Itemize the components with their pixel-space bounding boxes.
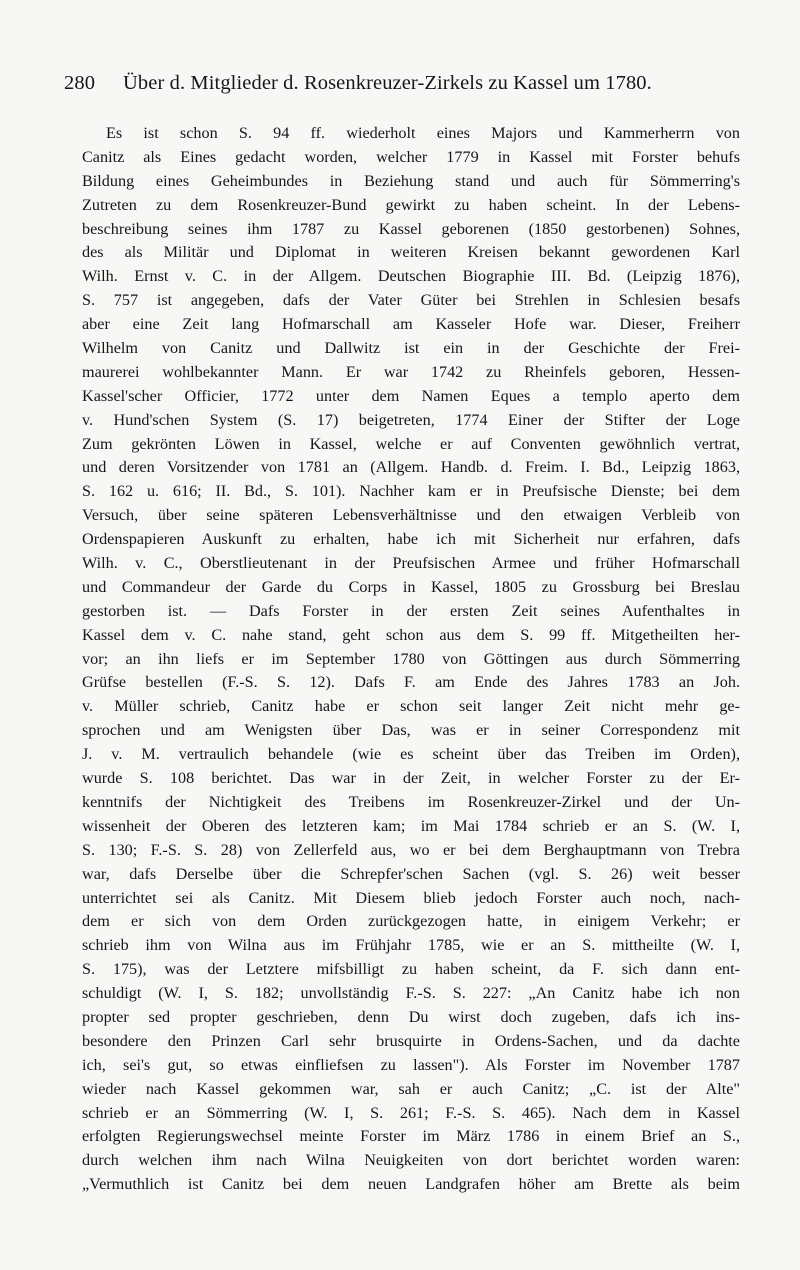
- text-line: Zutreten zu dem Rosenkreuzer-Bund gewirkt zu haben scheint. In der Lebens-: [82, 195, 740, 214]
- text-line: dem er sich von dem Orden zurückgezogen hatte, in einigem Verkehr; er: [82, 912, 740, 931]
- text-line: ich, sei's gut, so etwas einfliefsen zu lassen"). Als Forster im November 1787: [82, 1055, 740, 1074]
- text-line: beschreibung seines ihm 1787 zu Kassel geborenen (1850 gestorbenen) Sohnes,: [82, 219, 740, 238]
- text-line: gestorben ist. — Dafs Forster in der ersten Zeit seines Aufenthaltes in: [82, 601, 740, 620]
- text-line: Canitz als Eines gedacht worden, welcher 1779 in Kassel mit Forster behufs: [82, 147, 740, 166]
- text-line: „Vermuthlich ist Canitz bei dem neuen Landgrafen höher am Brette als beim: [82, 1175, 740, 1194]
- running-title: Über d. Mitglieder d. Rosenkreuzer-Zirkels zu Kassel um 1780.: [123, 72, 652, 94]
- text-line: schuldigt (W. I, S. 182; unvollständig F.-S. S. 227: „An Canitz habe ich non: [82, 984, 740, 1003]
- text-line: S. 175), was der Letztere mifsbilligt zu haben scheint, da F. sich dann ent-: [82, 960, 740, 979]
- text-line: Bildung eines Geheimbundes in Beziehung stand und auch für Sömmerring's: [82, 171, 740, 190]
- text-line: und Commandeur der Garde du Corps in Kassel, 1805 zu Grossburg bei Breslau: [82, 577, 740, 596]
- text-line: kenntnifs der Nichtigkeit des Treibens im Rosenkreuzer-Zirkel und der Un-: [82, 792, 740, 811]
- text-line: Zum gekrönten Löwen in Kassel, welche er auf Conventen gewöhnlich vertrat,: [82, 434, 740, 453]
- text-line: Es ist schon S. 94 ff. wiederholt eines Majors und Kammerherrn von: [106, 124, 740, 142]
- text-line: wurde S. 108 berichtet. Das war in der Zeit, in welcher Forster zu der Er-: [82, 769, 740, 788]
- text-line: vor; an ihn liefs er im September 1780 von Göttingen aus durch Sömmerring: [82, 649, 740, 668]
- text-line: Wilhelm von Canitz und Dallwitz ist ein in der Geschichte der Frei-: [82, 339, 740, 358]
- text-line: des als Militär und Diplomat in weiteren Kreisen bekannt gewordenen Karl: [82, 243, 740, 262]
- text-line: propter sed propter geschrieben, denn Du wirst doch zugeben, dafs ich ins-: [82, 1007, 740, 1026]
- text-line: Wilh. v. C., Oberstlieutenant in der Preufsischen Armee und früher Hofmarschall: [82, 554, 740, 573]
- text-line: war, dafs Derselbe über die Schrepfer'schen Sachen (vgl. S. 26) weit besser: [82, 864, 740, 883]
- text-line: schrieb er an Sömmerring (W. I, S. 261; F.-S. S. 465). Nach dem in Kassel: [82, 1103, 740, 1122]
- text-line: durch welchen ihm nach Wilna Neuigkeiten von dort berichtet worden waren:: [82, 1151, 740, 1170]
- text-line: S. 757 ist angegeben, dafs der Vater Güter bei Strehlen in Schlesien besafs: [82, 291, 740, 310]
- text-line: wieder nach Kassel gekommen war, sah er auch Canitz; „C. ist der Alte": [82, 1079, 740, 1098]
- text-line: Wilh. Ernst v. C. in der Allgem. Deutschen Biographie III. Bd. (Leipzig 1876),: [82, 267, 740, 286]
- text-line: S. 130; F.-S. S. 28) von Zellerfeld aus, wo er bei dem Berghauptmann von Trebra: [82, 840, 740, 859]
- text-line: S. 162 u. 616; II. Bd., S. 101). Nachher kam er in Preufsische Dienste; bei dem: [82, 482, 740, 501]
- text-line: J. v. M. vertraulich behandele (wie es scheint über das Treiben im Orden),: [82, 745, 740, 764]
- text-line: Grüfse bestellen (F.-S. S. 12). Dafs F. am Ende des Jahres 1783 an Joh.: [82, 673, 740, 692]
- text-line: v. Müller schrieb, Canitz habe er schon seit langer Zeit nicht mehr ge-: [82, 697, 740, 716]
- text-line: unterrichtet sei als Canitz. Mit Diesem blieb jedoch Forster auch noch, nach-: [82, 888, 740, 907]
- text-line: v. Hund'schen System (S. 17) beigetreten, 1774 Einer der Stifter der Loge: [82, 410, 740, 429]
- text-line: schrieb ihm von Wilna aus im Frühjahr 1785, wie er an S. mittheilte (W. I,: [82, 936, 740, 955]
- text-line: wissenheit der Oberen des letzteren kam; im Mai 1784 schrieb er an S. (W. I,: [82, 816, 740, 835]
- text-line: sprochen und am Wenigsten über Das, was er in seiner Correspondenz mit: [82, 721, 740, 740]
- text-line: Kassel dem v. C. nahe stand, geht schon aus dem S. 99 ff. Mitgetheilten her-: [82, 625, 740, 644]
- text-line: erfolgten Regierungswechsel meinte Forster im März 1786 in einem Brief an S.,: [82, 1127, 740, 1146]
- body-text: [82, 122, 740, 1197]
- text-line: Versuch, über seine späteren Lebensverhältnisse und den etwaigen Verbleib von: [82, 506, 740, 525]
- running-head: [64, 72, 742, 108]
- page-number: 280: [64, 72, 96, 94]
- text-line: aber eine Zeit lang Hofmarschall am Kasseler Hofe war. Dieser, Freiherr: [82, 315, 740, 334]
- text-line: und deren Vorsitzender von 1781 an (Allgem. Handb. d. Freim. I. Bd., Leipzig 1863,: [82, 458, 740, 477]
- text-line: besondere den Prinzen Carl sehr brusquirte in Ordens-Sachen, und da dachte: [82, 1031, 740, 1050]
- text-line: Ordenspapieren Auskunft zu erhalten, habe ich mit Sicherheit nur erfahren, dafs: [82, 530, 740, 549]
- text-line: maurerei wohlbekannter Mann. Er war 1742 zu Rheinfels geboren, Hessen-: [82, 362, 740, 381]
- text-line: Kassel'scher Officier, 1772 unter dem Namen Eques a templo aperto dem: [82, 386, 740, 405]
